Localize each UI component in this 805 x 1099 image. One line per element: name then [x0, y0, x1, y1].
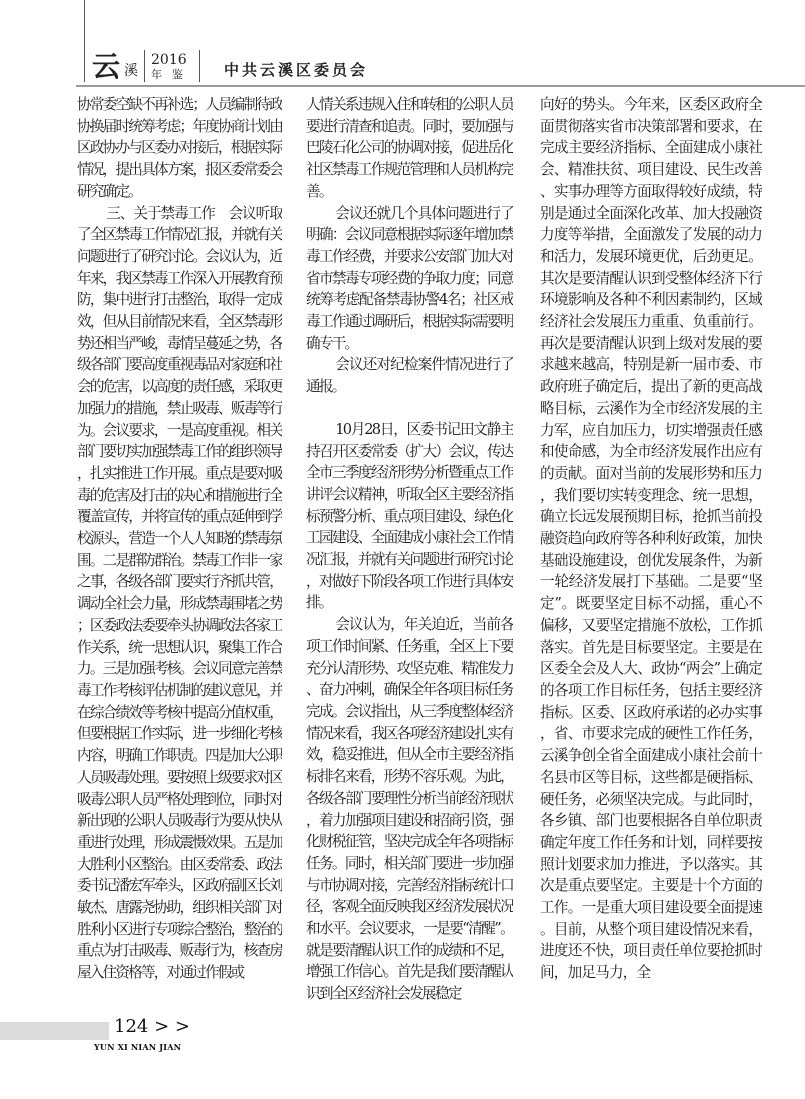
section-title: 中共云溪区委员会: [224, 61, 369, 79]
text-column-1: [77, 94, 282, 1012]
text-column-3: [540, 94, 762, 1012]
running-header: [84, 48, 368, 82]
footer-bar: [0, 1022, 109, 1040]
section-gap: [306, 398, 513, 419]
paragraph: 三、关于禁毒工作 会议听取了全区禁毒工作情况汇报，并就有关问题进行了研究讨论。会议认为，近年来，我区禁毒工作深入开展教育预防，集中进行打击整治，取得一定成效，但从目前情况来看，全区禁毒形势还相当严峻，毒情呈蔓延之势，各级各部门要高度重视毒品对家庭和社会的危害，以高度的责任感，采取更加强力的措施，禁止吸毒、贩毒等行为。会议要求，一是高度重视。相关部门要切实加强禁毒工作的组织领导，扎实推进工作开展。重点是要对吸毒的危害及打击的决心和措施进行全覆盖宣传，并将宣传的重点延伸到学校源头，营造一个人人知晓的禁毒氛围。二是群防群治。禁毒工作非一家之事，各级各部门要实行齐抓共管，调动全社会力量，形成禁毒围堵之势；区委政法委要牵头协调政法各家工作关系，统一思想认识，聚集工作合力。三是加强考核。会议同意完善禁毒工作考核评估机制的建议意见，并在综合绩效等考核中提高分值权重，但要根据工作实际，进一步细化考核内容，明确工作职责。四是加大公职人员吸毒处理。要按照上级要求对区吸毒公职人员严格处理到位，同时对新出现的公职人员吸毒行为要从快从重进行处理，形成震慑效果。五是加大胜利小区整治。由区委常委、政法委书记潘宏军牵头，区政府副区长刘敏杰、唐露尧协助，组织相关部门对胜利小区进行专项综合整治，整治的重点为打击吸毒、贩毒行为，核查房屋入住资格等，对通过作假或: [77, 204, 282, 982]
text-column-2: [306, 94, 513, 1012]
paragraph: 人情关系违规入住和转租的公职人员要进行清查和追责。同时，要加强与巴陵石化公司的协调对接，促进岳化社区禁毒工作规范管理和人员机构完善。: [306, 96, 513, 200]
paragraph: 向好的势头。今年来，区委区政府全面贯彻落实省市决策部署和要求，在完成主要经济指标、全面建成小康社会、精准扶贫、项目建设、民生改善、实事办理等方面取得较好成绩，特别是通过全面深化改革、加大投融资力度等举措，全面激发了发展的动力和活力，发展环境更优，后劲更足。其次是要清醒认识到受整体经济下行环境影响及各种不利因素制约，区域经济社会发展压力重重、负重前行。再次是要清醒认识到上级对发展的要求越来越高，特别是新一届市委、市政府班子确定后，提出了新的更高战略目标，云溪作为全市经济发展的主力军，应自加压力，切实增强责任感和使命感，为全市经济发展作出应有的贡献。面对当前的发展形势和压力，我们要切实转变理念、统一思想，确立长远发展预期目标，抢抓当前投融资趋向政府等各种利好政策，加快基础设施建设，创优发展条件，为新一轮经济发展打下基础。二是要“坚定”。既要坚定目标不动摇，重心不偏移，又要坚定措施不放松，工作抓落实。首先是目标要坚定。主要是在区委全会及人大、政协“两会”上确定的各项工作目标任务，包括主要经济指标。区委、区政府承诺的必办实事，省、市要求完成的硬性工作任务，云溪争创全省全面建成小康社会前十名县市区等目标，这些都是硬指标、硬任务，必须坚决完成。与此同时，各乡镇、部门也要根据各自单位职责确定年度工作任务和计划，同样要按照计划要求加力推进，予以落实。其次是重点要坚定。主要是十个方面的工作。一是重大项目建设要全面提速。目前，从整个项目建设情况来看，进度还不快，项目责任单位要抢抓时间，加足马力，全: [540, 96, 762, 982]
paragraph: 协常委空缺不再补选；人员编制待政协换届时统筹考虑；年度协商计划由区政协办与区委办对接后，根据实际情况，提出具体方案，报区委常委会研究确定。: [77, 96, 282, 200]
paragraph: 会议还就几个具体问题进行了明确：会议同意根据实际逐年增加禁毒工作经费，并要求公安部门加大对省市禁毒专项经费的争取力度；同意统筹考虑配备禁毒协警4名；社区戒毒工作通过调研后，根据实际需要明确专干。: [306, 204, 513, 352]
page-number: [114, 1016, 190, 1038]
paragraph: 10月28日，区委书记田文静主持召开区委常委（扩大）会议，传达全市三季度经济形势分析暨重点工作讲评会议精神，听取全区主要经济指标预警分析、重点项目建设、绿色化工园建设、全面建成小康社会工作情况汇报，并就有关问题进行研究讨论，对做好下阶段各项工作进行具体安排。: [306, 420, 513, 612]
yearbook-logo-char-small: 溪: [124, 63, 139, 79]
year-label: 2016: [151, 52, 187, 68]
header-divider: [199, 50, 200, 82]
year-box: [151, 52, 193, 82]
header-horizontal-rule: [76, 85, 805, 87]
yearbook-logo-char: 云: [92, 50, 121, 83]
page-number-value: 124: [114, 1016, 149, 1037]
paragraph: 会议还对纪检案件情况进行了通报。: [306, 356, 513, 396]
header-divider: [144, 50, 145, 82]
paragraph: 会议认为，年关迫近，当前各项工作时间紧、任务重，全区上下要充分认清形势、攻坚克难、精准发力、奋力冲刺，确保全年各项目标任务完成。会议指出，从三季度整体经济情况来看，我区各项经济建设扎实有效，稳妥推进，但从全市主要经济指标排名来看，形势不容乐观。为此，各级各部门要理性分析当前经济现状，着力加强项目建设和招商引资，强化财税征管，坚决完成全年各项指标任务。同时，相关部门要进一步加强与市协调对接，完善经济指标统计口径，客观全面反映我区经济发展状况和水平。会议要求，一是要“清醒”。就是要清醒认识工作的成绩和不足，增强工作信心。首先是我们要清醒认识到全区经济社会发展稳定: [306, 616, 513, 1003]
page-arrows: > >: [154, 1016, 190, 1037]
yearbook-label: 年鉴: [151, 68, 194, 81]
footer-subtitle: YUN XI NIAN JIAN: [94, 1042, 182, 1052]
